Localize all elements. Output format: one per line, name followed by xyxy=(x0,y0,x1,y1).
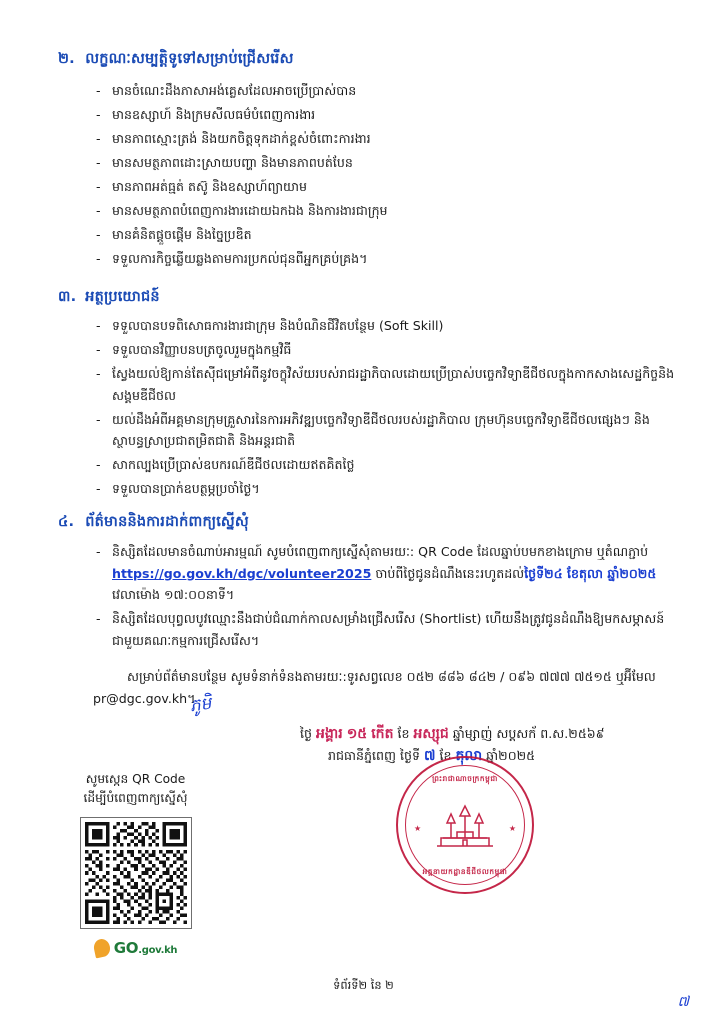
official-seal xyxy=(396,756,534,894)
section-number-2: ២. xyxy=(58,51,75,67)
list-item: - យល់ដឹងអំពីអគ្គមានក្រុមគ្រួសារនៃការអភិវឌ្ឍបច្ចេកវិទ្យាឌីជីថលរបស់រដ្ឋាភិបាល ក្រុមហ៊ុនបច្ចេកវិទ្យាឌីជីថលផ្សេងៗ និងស្ថាបន្ធស្រាប្រជាតម្រិតជាតិ និងអន្តរជាតិ xyxy=(90,409,680,452)
section-number-3: ៣. xyxy=(58,289,77,305)
city-line-prefix: រាជធានីភ្នំពេញ ថ្ងៃទី xyxy=(328,748,420,763)
list-item: - មានភាពអត់ធ្មត់ តស៊ូ និងឧស្សាហ៍ព្យាយាម xyxy=(90,176,690,198)
leaf-icon xyxy=(92,938,111,959)
section-title-3: អត្ថប្រយោជន៍ xyxy=(85,289,160,305)
page-footer: ទំព័រទី២ នៃ ២ xyxy=(333,978,394,992)
seal-star-right-icon: ★ xyxy=(508,824,516,833)
angkor-wat-emblem-icon xyxy=(433,800,497,850)
list-item: - ស្វែងយល់ឱ្យកាន់តែស៊ីជម្រៅអំពីនូវចក្ខុវិស័យរបស់រាជរដ្ឋាភិបាលដោយប្រើប្រាស់បច្ចេកវិទ្យាឌីជីថលក្នុងកាកសាងសេដ្ឋកិច្ចនិងសង្គមឌីជីថល xyxy=(90,363,680,406)
date-roch: កើត xyxy=(371,726,394,742)
section-heading-4 xyxy=(58,513,249,534)
city-month-label: ខែ xyxy=(439,748,452,763)
qr-code-frame[interactable] xyxy=(80,817,192,929)
signature-initials-email: ភូមិ xyxy=(188,693,213,717)
go-gov-kh-logo xyxy=(48,939,223,957)
contact-paragraph xyxy=(93,666,673,709)
date-block xyxy=(300,723,700,767)
date-line-2 xyxy=(328,745,700,767)
application-link[interactable]: https://go.gov.kh/dgc/volunteer2025 xyxy=(112,565,372,581)
date-day-number: ១៥ xyxy=(346,726,368,742)
list-item: - មានសមត្ថភាពដោះស្រាយបញ្ហា និងមានភាពបត់បែន xyxy=(90,152,690,174)
section-3-list xyxy=(90,315,680,502)
list-item: - ទទួលបានប្រាក់ឧបត្ថម្ភប្រចាំថ្ងៃ។ xyxy=(90,478,680,500)
logo-text-main: GO xyxy=(113,939,139,957)
qr-caption-line-1: សូមស្កេន QR Code xyxy=(85,772,186,786)
list-item-text: និស្សិតដែលមានចំណាប់អារម្មណ៍ សូមបំពេញពាក្យស្នើសុំតាមរយៈ: QR Code ដែលឆ្នាប់បមកខាងក្រោម ឬតំណភ្ជាប់ https://go.gov.kh/dgc/volunteer2025 ចាប់ពីថ្ងៃជូនដំណឹងនេះរហូតដល់ថ្ងៃទី២៤ ខែតុលា ឆ្នាំ២០២៥ វេលាម៉ោង ១៧:០០នាទី។ xyxy=(112,544,657,602)
seal-text-bottom: អគ្គនាយកដ្ឋានឌីជីថលកម្ពុជា xyxy=(422,867,508,876)
date-line-1 xyxy=(300,723,700,745)
list-item: - សាកល្បងប្រើប្រាស់ឧបករណ៍ឌីជីថលដោយឥតគិតថ្លៃ xyxy=(90,454,680,476)
list-item: - ទទួលបានបទពិសោធការងារជាក្រុម និងបំណិនជីវិតបន្ថែម (Soft Skill) xyxy=(90,315,680,337)
list-item: - ទទួលបានវិញ្ញាបនបត្រចូលរួមក្នុងកម្មវិធី xyxy=(90,339,680,361)
list-item-with-link xyxy=(90,541,675,606)
list-item: - ទទួលការកិច្ចឆ្លើយឆ្លងតាមការប្រកល់ជុនពីអ្នកគ្រប់គ្រង។ xyxy=(90,248,690,270)
city-year: ឆ្នាំ២០២៥ xyxy=(486,748,536,763)
seal-text-top: ព្រះរាជាណាចក្រកម្ពុជា xyxy=(432,774,498,783)
qr-caption-line-2: ដើម្បីបំពេញពាក្យស្នើសុំ xyxy=(83,791,188,805)
date-day-name: អង្គារ xyxy=(316,726,343,742)
date-prefix: ថ្ងៃ xyxy=(300,726,312,741)
list-item: - មានសមត្ថភាពបំពេញការងារដោយឯកឯង និងការងារជាក្រុម xyxy=(90,200,690,222)
list-item: - មានគំនិតផ្ដួចផ្ដើម និងច្នៃប្រឌិត xyxy=(90,224,690,246)
section-number-4: ៤. xyxy=(58,514,75,530)
date-year-animal: ឆ្នាំម្សាញ់ សប្ដសក័ ព.ស.២៥៦៩ xyxy=(452,726,605,741)
qr-code-image[interactable] xyxy=(85,822,187,924)
list-item: - មានឧស្សាហ៍ និងក្រមសីលធម៌បំពេញការងារ xyxy=(90,104,690,126)
section-heading-2 xyxy=(58,50,294,71)
logo-text-suffix: .gov.kh xyxy=(138,945,178,956)
section-title-2: លក្ខណៈសម្បត្តិទូទៅសម្រាប់ជ្រើសរើស xyxy=(85,51,294,67)
contact-text: សម្រាប់ព័ត៌មានបន្ថែម សូមទំនាក់ទំនងតាមរយៈ:ទូរសព្វលេខ ០៥២ ៨៨៦ ៨៤២ / ០៩៦ ៧៧៧ ៧៥១៥ ឬអ៊ីមែល pr@dgc.gov.kh។ xyxy=(93,669,656,706)
section-2-list xyxy=(90,80,690,272)
date-month-label: ខែ xyxy=(397,726,410,741)
section-4-list xyxy=(90,541,675,654)
date-month-name: អស្សុជ xyxy=(413,726,449,742)
seal-star-left-icon: ★ xyxy=(414,824,422,833)
deadline-date: ថ្ងៃទី២៤ ខែតុលា ឆ្នាំ២០២៥ xyxy=(524,565,657,581)
list-item: - មានភាពស្មោះត្រង់ និងយកចិត្តទុកដាក់ខ្ពស់ចំពោះការងារ xyxy=(90,128,690,150)
logo-text xyxy=(114,939,177,957)
section-heading-3 xyxy=(58,288,160,309)
qr-code-block xyxy=(48,770,223,957)
city-month: តុលា xyxy=(455,748,483,764)
section-title-4: ព័ត៌មាននិងការដាក់ពាក្យស្នើសុំ xyxy=(85,514,249,530)
handwritten-page-mark: ៧ xyxy=(677,994,689,1010)
list-item: - និស្សិតដែលបុព្វលបូវឈ្មោះនឹងជាប់ជំណាក់កាលសម្រាំងជ្រើសរើស (Shortlist) ហើយនឹងត្រូវជូនដំណឹងឱ្យមកសម្ភាសន៍ជាមួយគណៈកម្មការជ្រើសរើស។ xyxy=(90,608,675,651)
city-day: ៧ xyxy=(423,748,436,764)
list-item: - មានចំណេះដឹងភាសាអង់គ្លេសដែលអាចប្រើប្រាស់បាន xyxy=(90,80,690,102)
